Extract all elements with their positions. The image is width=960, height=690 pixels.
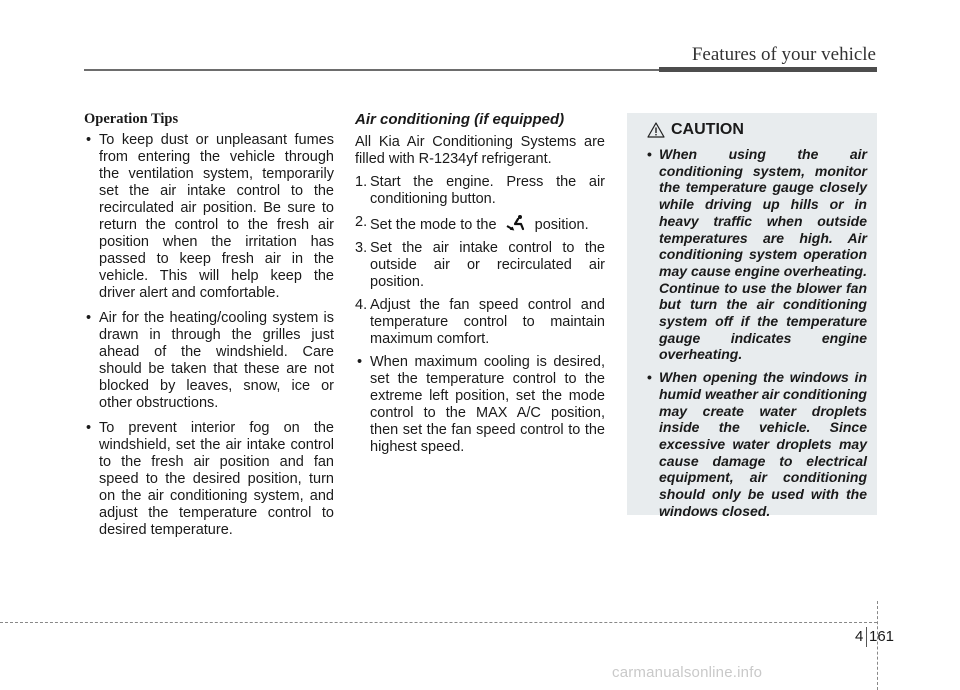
air-conditioning-heading: Air conditioning (if equipped) (355, 111, 565, 128)
watermark: carmanualsonline.info (612, 664, 763, 681)
list-item: • To keep dust or unpleasant fumes from entering the vehicle through the ventilation system, temporarily set the air intake control to the recirculated air position. Be sure to return the control to the fresh air position when the irritation has passed to keep fresh air in the vehicle. This will help keep the driver alert and comfortable. (86, 132, 334, 301)
bullet-icon: • (357, 354, 363, 370)
step-item: 3. Set the air intake control to the outside air or recirculated air position. (355, 240, 605, 290)
header-rule-accent (659, 67, 877, 72)
footer-rule (0, 622, 877, 623)
bullet-icon: • (647, 146, 652, 162)
step-item: 4. Adjust the fan speed control and temperature control to maintain maximum comfort. (355, 297, 605, 347)
operation-tips-list (84, 132, 334, 539)
caution-box (627, 113, 877, 519)
section-title: Features of your vehicle (691, 44, 876, 65)
list-item: • When maximum cooling is desired, set the temperature control to the extreme left position, set the mode control to the MAX A/C position, then set the fan speed control to the highest speed. (357, 354, 605, 455)
bullet-icon: • (647, 369, 652, 386)
step-item: 1. Start the engine. Press the air conditioning button. (355, 174, 605, 207)
page-separator (866, 627, 867, 647)
column-operation-tips (84, 111, 334, 547)
intro-paragraph: All Kia Air Conditioning Systems are filled with R-1234yf refrigerant. (355, 134, 605, 167)
column-air-conditioning (355, 111, 605, 464)
caution-item: • When using the air conditioning system, monitor the temperature gauge closely while driving up hills or in heavy traffic when outside temperatures are high. Air conditioning system operation may cause engine overheating. Continue to use the blower fan but turn the air conditioning system off if the temperature gauge indicates engine overheating. (647, 146, 867, 363)
caution-item: • When opening the windows in humid weather air conditioning may create water droplets inside the vehicle. Since excessive water droplets may cause damage to electrical equipment, air conditioning should only be used with the windows closed. (647, 369, 867, 519)
bullet-icon: • (86, 310, 92, 326)
warning-triangle-icon (647, 122, 665, 138)
list-item: • To prevent interior fog on the windshield, set the air intake control to the fresh air position and fan speed to the desired position, turn on the air conditioning system, and adjust the temperature control to desired temperature. (86, 420, 334, 538)
step-item: 2. Set the mode to the position. (355, 214, 589, 233)
caution-heading (647, 121, 867, 139)
floor-mode-icon (501, 214, 531, 231)
caution-title: CAUTION (671, 121, 744, 138)
operation-tips-heading: Operation Tips (84, 111, 179, 127)
max-cooling-list (355, 354, 605, 456)
bullet-icon: • (86, 132, 92, 148)
steps-list (355, 174, 605, 348)
list-item: • Air for the heating/cooling system is drawn in through the grilles just ahead of the windshield. Care should be taken that these are not blocked by leaves, snow, ice or other obstructions. (86, 310, 334, 411)
bullet-icon: • (86, 420, 92, 436)
chapter-number: 4 (855, 628, 864, 645)
caution-list (647, 146, 867, 519)
footer-divider (877, 601, 878, 690)
page-number: 161 (869, 628, 895, 645)
